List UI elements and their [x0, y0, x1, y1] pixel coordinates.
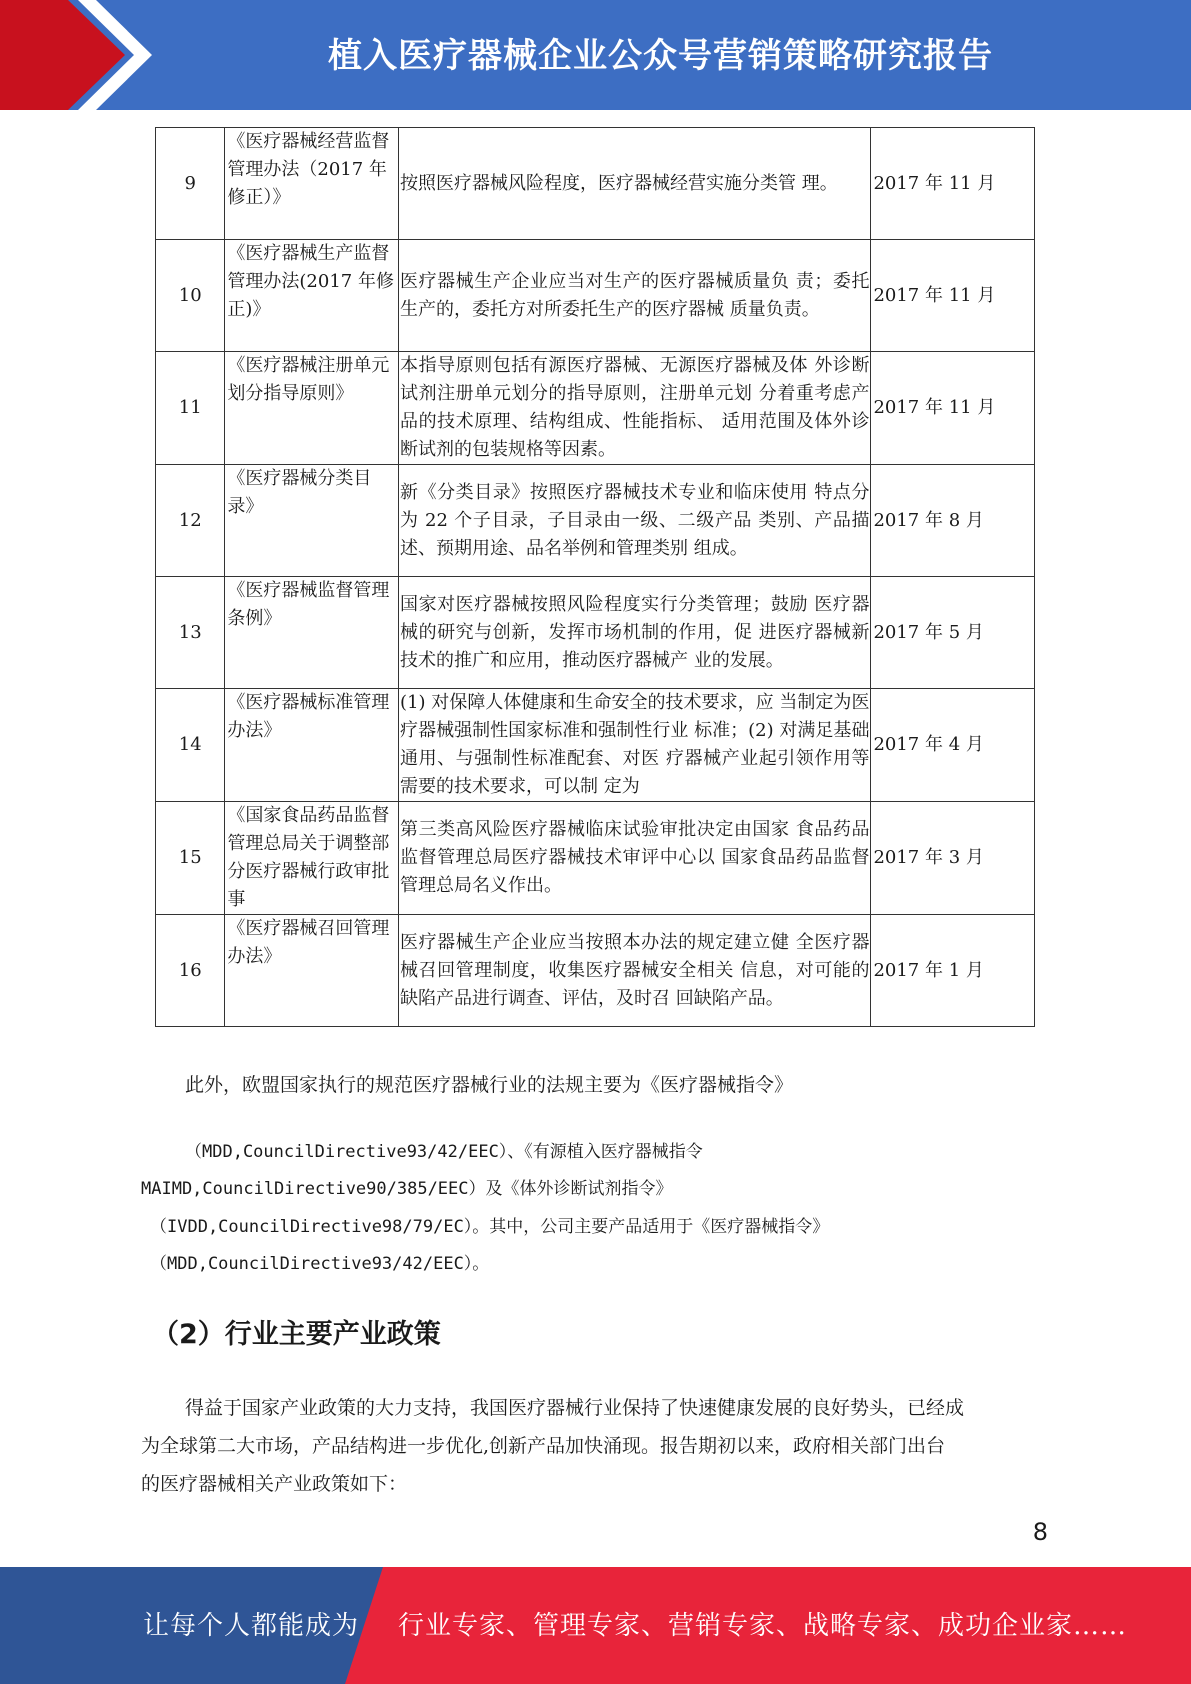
row-number-cell-text: 16	[178, 959, 202, 981]
regulations-table	[155, 127, 1035, 1027]
issue-date-cell	[871, 465, 1035, 577]
row-number-cell-text: 13	[178, 621, 202, 643]
eu-directive-line-3: （IVDD,CouncilDirective98/79/EC）。其中，公司主要产品适用于《医疗器械指令》	[150, 1217, 830, 1237]
regulation-content-cell-text: 国家对医疗器械按照风险程度实行分类管理；鼓励 医疗器械的研究与创新，发挥市场机制的作用，促 进医疗器械新技术的推广和应用，推动医疗器械产 业的发展。	[400, 593, 870, 671]
row-number-cell	[156, 465, 225, 577]
regulation-name-cell	[225, 577, 399, 689]
row-number-cell-text: 11	[178, 397, 202, 418]
regulation-name-cell	[225, 352, 399, 465]
regulation-name-cell	[225, 689, 399, 802]
regulation-name-cell	[225, 802, 399, 915]
issue-date-cell-text: 2017 年 4 月	[873, 734, 984, 755]
regulation-content-cell-text: 第三类高风险医疗器械临床试验审批决定由国家 食品药品监督管理总局医疗器械技术审评中心以 国家食品药品监督管理总局名义作出。	[400, 819, 870, 896]
issue-date-cell	[871, 915, 1035, 1027]
table-row	[156, 577, 1035, 689]
regulation-content-cell	[399, 352, 871, 465]
eu-directive-line-2: MAIMD,CouncilDirective90/385/EEC）及《体外诊断试剂指令》	[141, 1179, 673, 1199]
issue-date-cell	[871, 240, 1035, 352]
row-number-cell	[156, 352, 225, 465]
regulation-content-cell	[399, 689, 871, 802]
issue-date-cell	[871, 128, 1035, 240]
regulation-content-cell-text: 医疗器械生产企业应当按照本办法的规定建立健 全医疗器械召回管理制度，收集医疗器械安全相关 信息，对可能的缺陷产品进行调查、评估，及时召 回缺陷产品。	[400, 931, 870, 1009]
regulation-content-cell	[399, 128, 871, 240]
regulation-content-cell-text: 本指导原则包括有源医疗器械、无源医疗器械及体 外诊断试剂注册单元划分的指导原则，注册单元划 分着重考虑产品的技术原理、结构组成、性能指标、 适用范围及体外诊断试剂的包装规格等因素。	[400, 355, 870, 460]
row-number-cell-text: 9	[184, 172, 196, 194]
issue-date-cell	[871, 802, 1035, 915]
table-row	[156, 352, 1035, 465]
regulation-name-cell-text: 《医疗器械标准管理办法》	[227, 692, 390, 741]
row-number-cell	[156, 689, 225, 802]
issue-date-cell-text: 2017 年 11 月	[873, 284, 996, 306]
policy-paragraph-line-1: 得益于国家产业政策的大力支持，我国医疗器械行业保持了快速健康发展的良好势头，已经成	[185, 1397, 965, 1419]
regulation-content-cell-text: 按照医疗器械风险程度，医疗器械经营实施分类管 理。	[400, 172, 838, 194]
table-row	[156, 915, 1035, 1027]
policy-paragraph-line-3: 的医疗器械相关产业政策如下：	[141, 1473, 408, 1495]
issue-date-cell-text: 2017 年 3 月	[873, 847, 984, 868]
issue-date-cell-text: 2017 年 1 月	[873, 959, 984, 981]
issue-date-cell-text: 2017 年 5 月	[873, 621, 984, 643]
table-row	[156, 802, 1035, 915]
section-title: （2）行业主要产业政策	[152, 1319, 441, 1350]
row-number-cell	[156, 128, 225, 240]
header-arrow-decoration	[0, 0, 160, 110]
row-number-cell	[156, 577, 225, 689]
table-row	[156, 465, 1035, 577]
regulation-content-cell-text: 新《分类目录》按照医疗器械技术专业和临床使用 特点分为 22 个子目录，子目录由一级、二级产品 类别、产品描述、预期用途、品名举例和管理类别 组成。	[400, 481, 870, 559]
table-row	[156, 128, 1035, 240]
eu-directive-line-1: （MDD,CouncilDirective93/42/EEC）、《有源植入医疗器械指令	[185, 1142, 703, 1162]
regulation-name-cell-text: 《医疗器械生产监督管理办法(2017 年修正)》	[227, 243, 394, 320]
footer-slogan-right: 行业专家、管理专家、营销专家、战略专家、成功企业家……	[398, 1611, 1128, 1641]
issue-date-cell	[871, 577, 1035, 689]
report-title: 植入医疗器械企业公众号营销策略研究报告	[328, 36, 993, 76]
footer-slogan-left: 让每个人都能成为	[143, 1611, 360, 1641]
regulation-name-cell	[225, 240, 399, 352]
regulation-content-cell-text: (1) 对保障人体健康和生命安全的技术要求，应 当制定为医疗器械强制性国家标准和强制性行业 标准；(2) 对满足基础通用、与强制性标准配套、对医 疗器械产业起引领作用等需要的技术要求，可以制 定为	[400, 692, 870, 797]
eu-regulation-paragraph: 此外，欧盟国家执行的规范医疗器械行业的法规主要为《医疗器械指令》	[185, 1074, 794, 1096]
regulation-name-cell-text: 《医疗器械监督管理条例》	[227, 580, 390, 629]
policy-paragraph-line-2: 为全球第二大市场，产品结构进一步优化,创新产品加快涌现。报告期初以来，政府相关部门出台	[141, 1435, 946, 1457]
regulation-name-cell-text: 《医疗器械召回管理办法》	[227, 918, 390, 967]
issue-date-cell-text: 2017 年 8 月	[873, 509, 984, 531]
regulation-name-cell	[225, 915, 399, 1027]
regulation-content-cell-text: 医疗器械生产企业应当对生产的医疗器械质量负 责；委托生产的，委托方对所委托生产的医疗器械 质量负责。	[400, 270, 870, 320]
issue-date-cell	[871, 352, 1035, 465]
regulation-name-cell	[225, 128, 399, 240]
regulation-content-cell	[399, 577, 871, 689]
regulation-name-cell-text: 《医疗器械注册单元划分指导原则》	[227, 355, 390, 404]
page-number: 8	[1032, 1518, 1048, 1546]
regulation-name-cell-text: 《国家食品药品监督管理总局关于调整部分医疗器械行政审批事	[227, 805, 390, 910]
row-number-cell-text: 15	[178, 847, 202, 868]
row-number-cell-text: 12	[178, 509, 202, 531]
table-row	[156, 689, 1035, 802]
regulation-name-cell	[225, 465, 399, 577]
issue-date-cell-text: 2017 年 11 月	[873, 397, 996, 418]
row-number-cell	[156, 240, 225, 352]
issue-date-cell-text: 2017 年 11 月	[873, 172, 996, 194]
regulation-content-cell	[399, 465, 871, 577]
issue-date-cell	[871, 689, 1035, 802]
row-number-cell-text: 10	[178, 284, 202, 306]
regulation-content-cell	[399, 915, 871, 1027]
header-banner	[0, 0, 1191, 110]
footer-banner	[0, 1567, 1191, 1684]
regulation-content-cell	[399, 802, 871, 915]
row-number-cell	[156, 915, 225, 1027]
eu-directive-line-4: （MDD,CouncilDirective93/42/EEC）。	[150, 1254, 490, 1274]
regulations-table-body	[156, 128, 1035, 1027]
regulation-name-cell-text: 《医疗器械分类目录》	[227, 468, 372, 517]
regulation-content-cell	[399, 240, 871, 352]
regulation-name-cell-text: 《医疗器械经营监督管理办法（2017 年修正）》	[227, 131, 390, 208]
row-number-cell	[156, 802, 225, 915]
table-row	[156, 240, 1035, 352]
row-number-cell-text: 14	[178, 734, 202, 755]
